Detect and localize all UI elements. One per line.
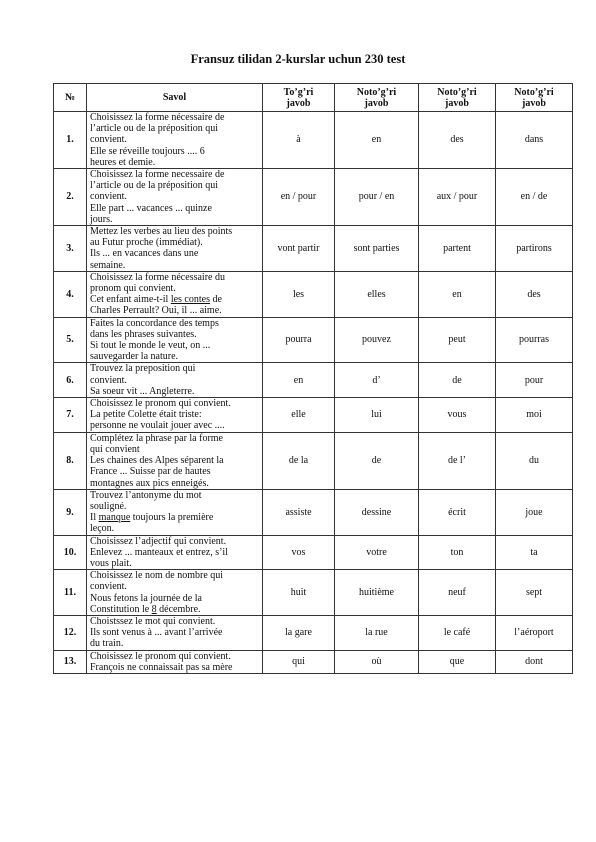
question-line <box>90 146 260 157</box>
question-line-text: Choisissez l’adjectif qui convient. <box>90 535 227 547</box>
correct-answer: en <box>263 363 335 398</box>
question-line-text: souligné. <box>90 500 127 512</box>
question-line-text: Complétez la phrase par la forme <box>90 432 223 444</box>
question-line <box>90 651 260 662</box>
question-line <box>90 169 260 180</box>
question-text <box>87 570 263 616</box>
question-line-text: La petite Colette était triste: <box>90 409 202 421</box>
question-line-text: au Futur proche (immédiat). <box>90 237 203 249</box>
table-row <box>54 650 573 673</box>
question-text <box>87 650 263 673</box>
question-line <box>90 444 260 455</box>
wrong-answer-3: sept <box>496 570 573 616</box>
question-line <box>90 203 260 214</box>
question-line-text: de <box>209 294 222 306</box>
wrong-answer-1: en <box>335 112 419 169</box>
question-line-text: jours. <box>90 213 113 225</box>
wrong-answer-2: de l’ <box>419 432 496 489</box>
question-text <box>87 398 263 433</box>
table-row <box>54 226 573 272</box>
document-title: Fransuz tilidan 2-kurslar uchun 230 test <box>190 52 406 66</box>
question-line <box>90 191 260 202</box>
question-line <box>90 294 260 305</box>
header-wrong-line2: javob <box>445 97 469 109</box>
question-line-text: Mettez les verbes au lieu des points <box>90 226 233 238</box>
question-line-text: France ... Suisse par de hautes <box>90 466 211 478</box>
correct-answer: vont partir <box>263 226 335 272</box>
question-line-text: convient. <box>90 134 127 146</box>
wrong-answer-3: pourras <box>496 317 573 363</box>
question-line <box>90 226 260 237</box>
question-line-text: Ils ... en vacances dans une <box>90 248 199 260</box>
underlined-word: manque <box>98 512 131 524</box>
correct-answer: elle <box>263 398 335 433</box>
question-number: 5. <box>54 317 87 363</box>
question-text <box>87 169 263 226</box>
underlined-word: 8 <box>151 603 157 615</box>
question-line-text: Trouvez l’antonyme du mot <box>90 489 202 501</box>
underlined-word: les contes <box>170 294 210 306</box>
question-number: 8. <box>54 432 87 489</box>
table-row <box>54 432 573 489</box>
question-line <box>90 638 260 649</box>
question-line <box>90 180 260 191</box>
question-line-text: convient. <box>90 191 127 203</box>
question-line <box>90 386 260 397</box>
question-line-text: montagnes aux pics enneigés. <box>90 477 209 489</box>
question-line <box>90 305 260 316</box>
table-body <box>54 112 573 674</box>
question-line-text: Ils sont venus à ... avant l’arrivée <box>90 627 223 639</box>
question-line <box>90 581 260 592</box>
wrong-answer-3: des <box>496 271 573 317</box>
wrong-answer-1: huitième <box>335 570 419 616</box>
correct-answer: de la <box>263 432 335 489</box>
header-correct-line2: javob <box>286 97 311 109</box>
table-row <box>54 570 573 616</box>
question-line-text: Les chaines des Alpes séparent la <box>90 455 224 467</box>
wrong-answer-2: aux / pour <box>419 169 496 226</box>
question-line <box>90 570 260 581</box>
wrong-answer-3: dans <box>496 112 573 169</box>
wrong-answer-3: partirons <box>496 226 573 272</box>
question-line <box>90 214 260 225</box>
table-row <box>54 615 573 650</box>
wrong-answer-3: moi <box>496 398 573 433</box>
question-line-text: Il <box>90 512 99 524</box>
question-line-text: convient. <box>90 581 127 593</box>
question-line-text: Constitution le <box>90 603 152 615</box>
header-wrong-answer-2 <box>419 84 496 112</box>
wrong-answer-3: joue <box>496 489 573 535</box>
question-line <box>90 134 260 145</box>
correct-answer: assiste <box>263 489 335 535</box>
wrong-answer-2: des <box>419 112 496 169</box>
wrong-answer-3: du <box>496 432 573 489</box>
question-line-text: convient. <box>90 374 127 386</box>
question-number: 10. <box>54 535 87 570</box>
wrong-answer-3: dont <box>496 650 573 673</box>
question-line <box>90 363 260 374</box>
question-line-text: décembre. <box>156 603 201 615</box>
question-number: 9. <box>54 489 87 535</box>
table-header-row <box>54 84 573 112</box>
question-line <box>90 272 260 283</box>
wrong-answer-1: pour / en <box>335 169 419 226</box>
question-number: 13. <box>54 650 87 673</box>
question-line-text: Choisissez le pronom qui convient. <box>90 650 231 662</box>
table-row <box>54 169 573 226</box>
question-line-text: Cet enfant aime-t-il <box>90 294 171 306</box>
wrong-answer-1: où <box>335 650 419 673</box>
question-line <box>90 157 260 168</box>
question-line-text: l’article ou de la préposition qui <box>90 123 219 135</box>
question-line <box>90 433 260 444</box>
question-line <box>90 237 260 248</box>
question-line <box>90 466 260 477</box>
question-line-text: Nous fetons la journée de la <box>90 592 202 604</box>
question-line-text: toujours la première <box>130 512 214 524</box>
table-row <box>54 489 573 535</box>
correct-answer: vos <box>263 535 335 570</box>
test-table <box>53 83 573 674</box>
question-line <box>90 478 260 489</box>
wrong-answer-2: ton <box>419 535 496 570</box>
question-line <box>90 123 260 134</box>
question-line <box>90 501 260 512</box>
wrong-answer-1: d’ <box>335 363 419 398</box>
question-line <box>90 627 260 638</box>
wrong-answer-1: elles <box>335 271 419 317</box>
question-line-text: sauvegarder la nature. <box>90 351 179 363</box>
question-line-text: pronom qui convient. <box>90 283 176 295</box>
question-line-text: du train. <box>90 638 124 650</box>
question-line-text: l’article ou de la préposition qui <box>90 180 219 192</box>
question-line <box>90 490 260 501</box>
question-text <box>87 226 263 272</box>
question-line <box>90 512 260 523</box>
wrong-answer-1: votre <box>335 535 419 570</box>
header-wrong-answer-1 <box>335 84 419 112</box>
question-line-text: qui convient <box>90 443 140 455</box>
question-number: 11. <box>54 570 87 616</box>
question-line-text: Trouvez la preposition qui <box>90 363 196 375</box>
question-line <box>90 375 260 386</box>
question-line <box>90 662 260 673</box>
wrong-answer-2: partent <box>419 226 496 272</box>
table-row <box>54 271 573 317</box>
question-line <box>90 283 260 294</box>
question-line-text: Faites la concordance des temps <box>90 317 219 329</box>
wrong-answer-2: le café <box>419 615 496 650</box>
wrong-answer-3: ta <box>496 535 573 570</box>
question-line <box>90 593 260 604</box>
question-line <box>90 398 260 409</box>
correct-answer: à <box>263 112 335 169</box>
question-text <box>87 535 263 570</box>
wrong-answer-3: pour <box>496 363 573 398</box>
question-line-text: Elle se réveille toujours .... 6 <box>90 145 205 157</box>
wrong-answer-2: neuf <box>419 570 496 616</box>
question-text <box>87 432 263 489</box>
question-line <box>90 260 260 271</box>
question-line-text: Choisissez le nom de nombre qui <box>90 570 224 582</box>
question-line-text: Choistssez le mot qui convient. <box>90 615 216 627</box>
wrong-answer-1: sont parties <box>335 226 419 272</box>
wrong-answer-2: que <box>419 650 496 673</box>
question-number: 6. <box>54 363 87 398</box>
header-question: Savol <box>87 84 263 112</box>
question-line-text: heures et demie. <box>90 156 156 168</box>
question-line <box>90 536 260 547</box>
question-line <box>90 616 260 627</box>
question-line-text: Choisissez la forme nécessaire du <box>90 271 225 283</box>
header-wrong-line1: Noto’g’ri <box>437 86 477 98</box>
question-line-text: Enlevez ... manteaux et entrez, s’il <box>90 546 228 558</box>
correct-answer: qui <box>263 650 335 673</box>
question-line <box>90 604 260 615</box>
question-text <box>87 112 263 169</box>
question-line <box>90 248 260 259</box>
question-line-text: leçon. <box>90 523 115 535</box>
question-text <box>87 615 263 650</box>
correct-answer: pourra <box>263 317 335 363</box>
wrong-answer-1: pouvez <box>335 317 419 363</box>
question-number: 3. <box>54 226 87 272</box>
correct-answer: les <box>263 271 335 317</box>
question-line-text: semaine. <box>90 259 126 271</box>
question-number: 1. <box>54 112 87 169</box>
wrong-answer-2: en <box>419 271 496 317</box>
question-line <box>90 112 260 123</box>
question-line <box>90 558 260 569</box>
header-correct-line1: To’g’ri <box>283 86 314 98</box>
header-wrong-line2: javob <box>522 97 546 109</box>
wrong-answer-2: vous <box>419 398 496 433</box>
wrong-answer-2: écrit <box>419 489 496 535</box>
question-line <box>90 318 260 329</box>
table-row <box>54 317 573 363</box>
table-row <box>54 112 573 169</box>
question-line <box>90 523 260 534</box>
header-wrong-line1: Noto’g’ri <box>356 86 397 98</box>
question-line-text: Si tout le monde le veut, on ... <box>90 340 211 352</box>
table-row <box>54 398 573 433</box>
question-line-text: Choisissez le pronom qui convient. <box>90 398 231 410</box>
question-line-text: François ne connaissait pas sa mère <box>90 661 233 673</box>
question-line <box>90 329 260 340</box>
table-row <box>54 363 573 398</box>
question-text <box>87 317 263 363</box>
wrong-answer-3: en / de <box>496 169 573 226</box>
wrong-answer-1: lui <box>335 398 419 433</box>
question-line-text: Choisissez la forme necessaire de <box>90 169 225 181</box>
header-correct-answer <box>263 84 335 112</box>
question-line <box>90 340 260 351</box>
question-number: 12. <box>54 615 87 650</box>
question-number: 2. <box>54 169 87 226</box>
question-line <box>90 351 260 362</box>
wrong-answer-2: peut <box>419 317 496 363</box>
correct-answer: en / pour <box>263 169 335 226</box>
question-line-text: dans les phrases suivantes. <box>90 328 197 340</box>
question-line <box>90 455 260 466</box>
question-line-text: personne ne voulait jouer avec .... <box>90 420 225 432</box>
question-line-text: Sa soeur vit ... Angleterre. <box>90 385 195 397</box>
question-line-text: Elle part ... vacances ... quinze <box>90 202 212 214</box>
question-number: 7. <box>54 398 87 433</box>
question-line <box>90 547 260 558</box>
header-wrong-line2: javob <box>364 97 389 109</box>
question-line <box>90 420 260 431</box>
question-line-text: Charles Perrault? Oui, il ... aime. <box>90 305 222 317</box>
question-text <box>87 363 263 398</box>
correct-answer: la gare <box>263 615 335 650</box>
question-line-text: vous plait. <box>90 557 132 569</box>
question-line-text: Choisissez la forme nécessaire de <box>90 112 225 123</box>
wrong-answer-1: de <box>335 432 419 489</box>
header-wrong-answer-3 <box>496 84 573 112</box>
question-number: 4. <box>54 271 87 317</box>
question-text <box>87 271 263 317</box>
header-number: № <box>54 84 87 112</box>
question-text <box>87 489 263 535</box>
wrong-answer-2: de <box>419 363 496 398</box>
question-line <box>90 409 260 420</box>
wrong-answer-3: l’aéroport <box>496 615 573 650</box>
table-row <box>54 535 573 570</box>
wrong-answer-1: dessine <box>335 489 419 535</box>
wrong-answer-1: la rue <box>335 615 419 650</box>
correct-answer: huit <box>263 570 335 616</box>
header-wrong-line1: Noto’g’ri <box>514 86 554 98</box>
